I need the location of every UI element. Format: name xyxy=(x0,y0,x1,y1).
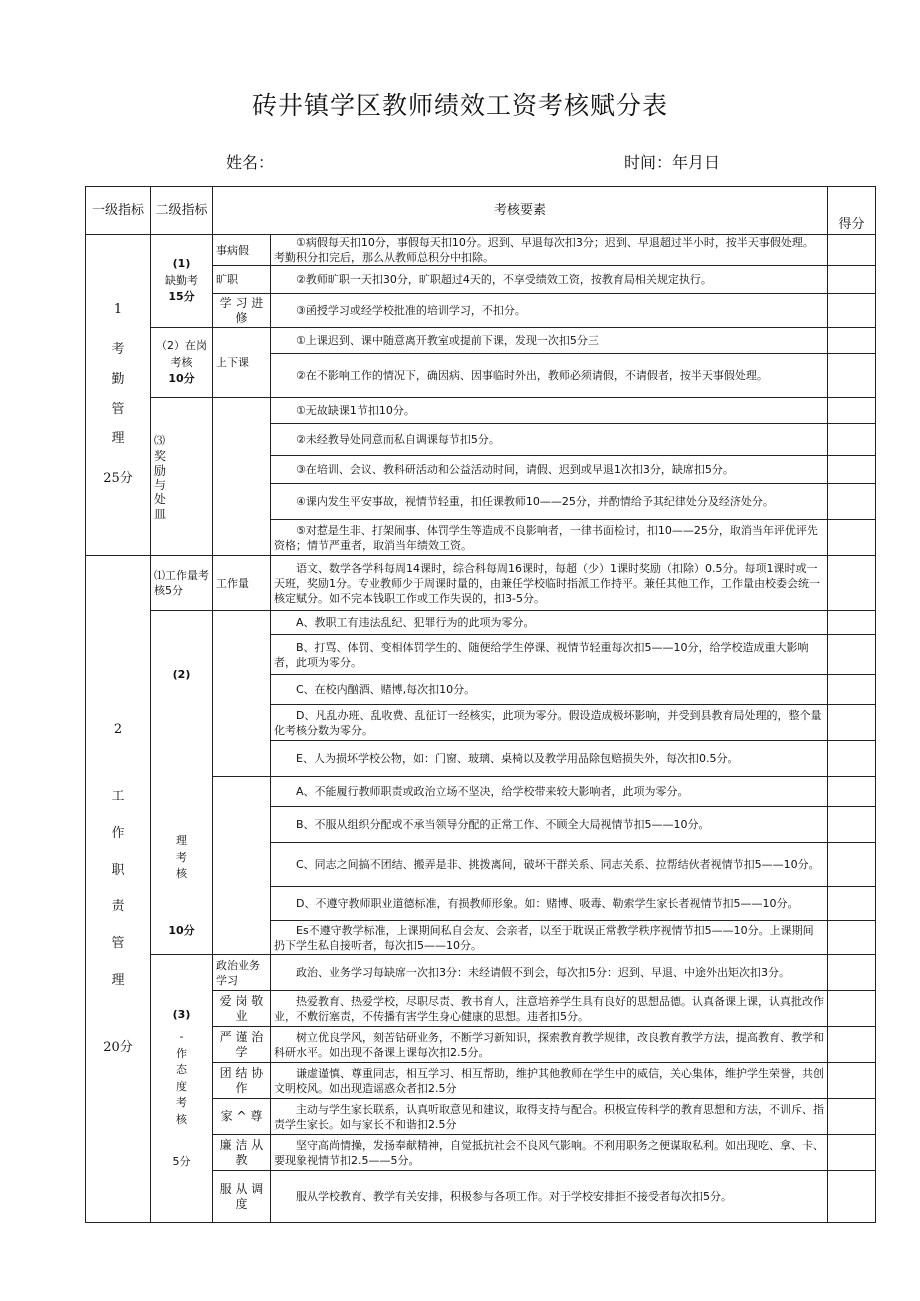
score-cell xyxy=(828,456,876,484)
table-row xyxy=(86,328,876,354)
criteria-text: ③函授学习或经学校批准的培训学习，不扣分。 xyxy=(271,294,828,328)
sub-name: 奖励与处皿 xyxy=(154,449,167,521)
sub-number: （2）在岗 xyxy=(156,339,207,353)
score-cell xyxy=(828,1171,876,1223)
sec1-sub2-label xyxy=(151,328,213,398)
score-cell xyxy=(828,266,876,294)
category-cell: 爱 岗 敬 业 xyxy=(213,991,271,1027)
criteria-text: ③在培训、会议、教科研活动和公益活动时间，请假、迟到或早退1次扣3分，缺席扣5分。 xyxy=(271,456,828,484)
category-cell: 家 ^ 尊 xyxy=(213,1099,271,1135)
sec1-sub3-label xyxy=(151,398,213,556)
header-level2: 二级指标 xyxy=(151,187,213,235)
criteria-text: 政治、业务学习每缺席一次扣3分：未经请假不到会，每次扣5分：迟到、早退、中途外出矩次扣3分。 xyxy=(271,955,828,991)
sub-number: (2) xyxy=(172,667,191,681)
score-cell xyxy=(828,843,876,887)
criteria-text: E、人为损坏学校公物，如：门窗、玻璃、桌椅以及教学用品除包赔损失外，每次扣0.5分。 xyxy=(271,741,828,777)
category-cell: 廉 洁 从 教 xyxy=(213,1135,271,1171)
section2-score: 20分 xyxy=(103,1039,133,1055)
score-cell xyxy=(828,777,876,807)
criteria-text: 谦虚谨慎、尊重同志，相互学习、相互帮助，维护其他教师在学生中的威信，关心集体，维护学生荣誉，共创文明校风。如出现造谣惑众者扣2.5分 xyxy=(271,1063,828,1099)
criteria-text: B、打骂、体罚、变相体罚学生的、随便给学生停课、视情节轻重每次扣5——10分，给学校造成重大影响者，此项为零分。 xyxy=(271,635,828,675)
criteria-text: ⑤对惹是生非、打架闹事、体罚学生等造成不良影响者，一律书面检讨，扣10——25分，取消当年评优评先资格；情节严重者，取消当年绩效工资。 xyxy=(271,520,828,556)
category-cell: 工作量 xyxy=(213,556,271,611)
page-title: 砖井镇学区教师绩效工资考核赋分表 xyxy=(251,91,668,120)
section1-label xyxy=(86,235,151,556)
section1-number: 1 xyxy=(113,302,123,318)
sub-number: ⑶ xyxy=(154,433,165,447)
sub-name: -作态度考核 xyxy=(176,1030,187,1126)
category-cell: 服 从 调 度 xyxy=(213,1171,271,1223)
sub-score: 10分 xyxy=(168,923,195,937)
criteria-text: 热爱教育、热爱学校，尽职尽责、教书育人，注意培养学生具有良好的思想品德。认真备课上课，认真批改作业，不敷衍塞责，不传播有害学生身心健康的思想。违者扣5分。 xyxy=(271,991,828,1027)
category-cell xyxy=(213,398,271,556)
table-row xyxy=(86,235,876,266)
criteria-text: 树立优良学风，刻苦钻研业务，不断学习新知识，探索教育教学规律，改良教育教学方法，提高教育、教学和科研水平。如出现不备课上课每次扣2.5分。 xyxy=(271,1027,828,1063)
sub-score: 5分 xyxy=(172,1155,191,1169)
criteria-text: A、教职工有违法乱纪、犯罪行为的此项为零分。 xyxy=(271,611,828,635)
section1-char: 考 xyxy=(111,342,125,358)
time-label: 时间：年月日 xyxy=(624,153,721,172)
criteria-text: ②未经教导处同意而私自调课每节扣5分。 xyxy=(271,424,828,456)
section2-char: 管 xyxy=(111,936,125,952)
criteria-text: 主动与学生家长联系，认真听取意见和建议，取得支持与配合。积极宣传科学的教育思想和方法，不训斥、指责学生家长。如与家长不和谐扣2.5分 xyxy=(271,1099,828,1135)
criteria-text: ②教师旷职一天扣30分，旷职超过4天的，不享受绩效工资，按教育局相关规定执行。 xyxy=(271,266,828,294)
section2-char: 工 xyxy=(111,788,125,804)
criteria-text: ①病假每天扣10分，事假每天扣10分。迟到、早退每次扣3分；迟到、早退超过半小时，按半天事假处理。考勤积分扣完后，那么从教师总积分中扣除。 xyxy=(271,235,828,266)
sec2-sub2-label xyxy=(151,611,213,955)
sub-number: (3) xyxy=(172,1007,191,1021)
header-elements: 考核要素 xyxy=(213,187,828,235)
score-cell xyxy=(828,611,876,635)
score-cell xyxy=(828,635,876,675)
criteria-text: D、凡乱办班、乱收费、乱征订一经核实，此项为零分。假设造成极坏影响，并受到县教育局处理的，整个量化考核分数为零分。 xyxy=(271,705,828,741)
table-row xyxy=(86,556,876,611)
criteria-text: C、在校内酗酒、赌博,每次扣10分。 xyxy=(271,675,828,705)
criteria-text: ①无故缺课1节扣10分。 xyxy=(271,398,828,424)
score-cell xyxy=(828,235,876,266)
criteria-text: B、不服从组织分配或不承当领导分配的正常工作、不顾全大局视情节扣5——10分。 xyxy=(271,807,828,843)
header-level1: 一级指标 xyxy=(86,187,151,235)
sub-name: 缺勤考 xyxy=(165,273,198,287)
category-cell: 上下课 xyxy=(213,328,271,398)
category-cell: 旷职 xyxy=(213,266,271,294)
score-cell xyxy=(828,705,876,741)
score-cell xyxy=(828,887,876,921)
sec2-sub3-label xyxy=(151,955,213,1223)
score-cell xyxy=(828,1099,876,1135)
score-cell xyxy=(828,807,876,843)
score-cell xyxy=(828,741,876,777)
sub-number: (1) xyxy=(172,257,191,271)
criteria-text: ①上课迟到、课中随意离开教室或提前下课，发现一次扣5分三 xyxy=(271,328,828,354)
table-row xyxy=(86,611,876,635)
score-cell xyxy=(828,354,876,398)
category-cell: 政治业务学习 xyxy=(213,955,271,991)
assessment-table xyxy=(85,186,876,1223)
score-cell xyxy=(828,294,876,328)
score-cell xyxy=(828,328,876,354)
category-cell xyxy=(213,611,271,777)
category-cell: 事病假 xyxy=(213,235,271,266)
score-cell xyxy=(828,484,876,520)
criteria-text: Es不遵守教学标准，上课期间私自会友、会亲者，以至于耽误正常教学秩序视情节扣5——10分。上课期间扔下学生私自接听者，每次扣5——10分。 xyxy=(271,921,828,955)
score-cell xyxy=(828,424,876,456)
section2-char: 作 xyxy=(111,825,125,841)
score-cell xyxy=(828,921,876,955)
section1-char: 理 xyxy=(111,431,125,447)
score-cell xyxy=(828,675,876,705)
section2-number: 2 xyxy=(113,722,123,738)
sub-score: 10分 xyxy=(168,372,195,386)
category-cell xyxy=(213,777,271,955)
score-cell xyxy=(828,1027,876,1063)
criteria-text: 服从学校教育、教学有关安排，积极参与各项工作。对于学校安排拒不接受者每次扣5分。 xyxy=(271,1171,828,1223)
score-cell xyxy=(828,556,876,611)
sub-name: 考核 xyxy=(170,355,193,369)
section1-char: 管 xyxy=(111,401,125,417)
section2-char: 理 xyxy=(111,972,125,988)
category-cell: 团 结 协 作 xyxy=(213,1063,271,1099)
category-cell: 学 习 进 修 xyxy=(213,294,271,328)
criteria-text: ④课内发生平安事故，视情节轻重，扣任课教师10——25分，并酌情给予其纪律处分及经济处分。 xyxy=(271,484,828,520)
sec1-sub1-label xyxy=(151,235,213,328)
score-cell xyxy=(828,520,876,556)
score-cell xyxy=(828,1063,876,1099)
section2-label xyxy=(86,556,151,1223)
name-label: 姓名： xyxy=(226,153,275,172)
criteria-text: D、不遵守教师职业道德标准，有损教师形象。如：赌博、吸毒、勒索学生家长者视情节扣5——10分。 xyxy=(271,887,828,921)
table-row xyxy=(86,955,876,991)
sub-name: 理考核 xyxy=(176,834,187,881)
table-row xyxy=(86,398,876,424)
score-cell xyxy=(828,398,876,424)
section1-score: 25分 xyxy=(103,471,133,487)
score-cell xyxy=(828,955,876,991)
criteria-text: A、不能履行教师职责或政治立场不坚决，给学校带来较大影响者，此项为零分。 xyxy=(271,777,828,807)
header-score: 得分 xyxy=(828,187,876,235)
score-cell xyxy=(828,1135,876,1171)
sec2-sub1-label: ⑴工作量考核5分 xyxy=(151,556,213,611)
category-cell: 严 谨 治 学 xyxy=(213,1027,271,1063)
section2-char: 责 xyxy=(111,899,125,915)
criteria-text: C、同志之间搞不团结、搬弄是非、挑拨离间，破坏干群关系、同志关系、拉帮结伙者视情节扣5——10分。 xyxy=(271,843,828,887)
sub-score: 15分 xyxy=(168,290,195,304)
criteria-text: ②在不影响工作的情况下，确因病、因事临时外出，教师必须请假，不请假者，按半天事假处理。 xyxy=(271,354,828,398)
table-header-row xyxy=(86,187,876,235)
score-cell xyxy=(828,991,876,1027)
criteria-text: 语文、数学各学科每周14课时，综合科每周16课时，每超（少）1课时奖励（扣除）0.5分。每项1课时或一天班，奖励1分。专业教师少于周课时量的，由兼任学校临时指派工作持平。兼任其他工作，工作量由校委会统一核定赋分。如不完本钱职工作或工作失误的，扣3-5分。 xyxy=(271,556,828,611)
section2-char: 职 xyxy=(111,862,125,878)
section1-char: 勤 xyxy=(111,371,125,387)
criteria-text: 坚守高尚情操，发扬奉献精神，自觉抵抗社会不良风气影响。不利用职务之便谋取私利。如出现吃、拿、卡、要现象视情节扣2.5——5分。 xyxy=(271,1135,828,1171)
